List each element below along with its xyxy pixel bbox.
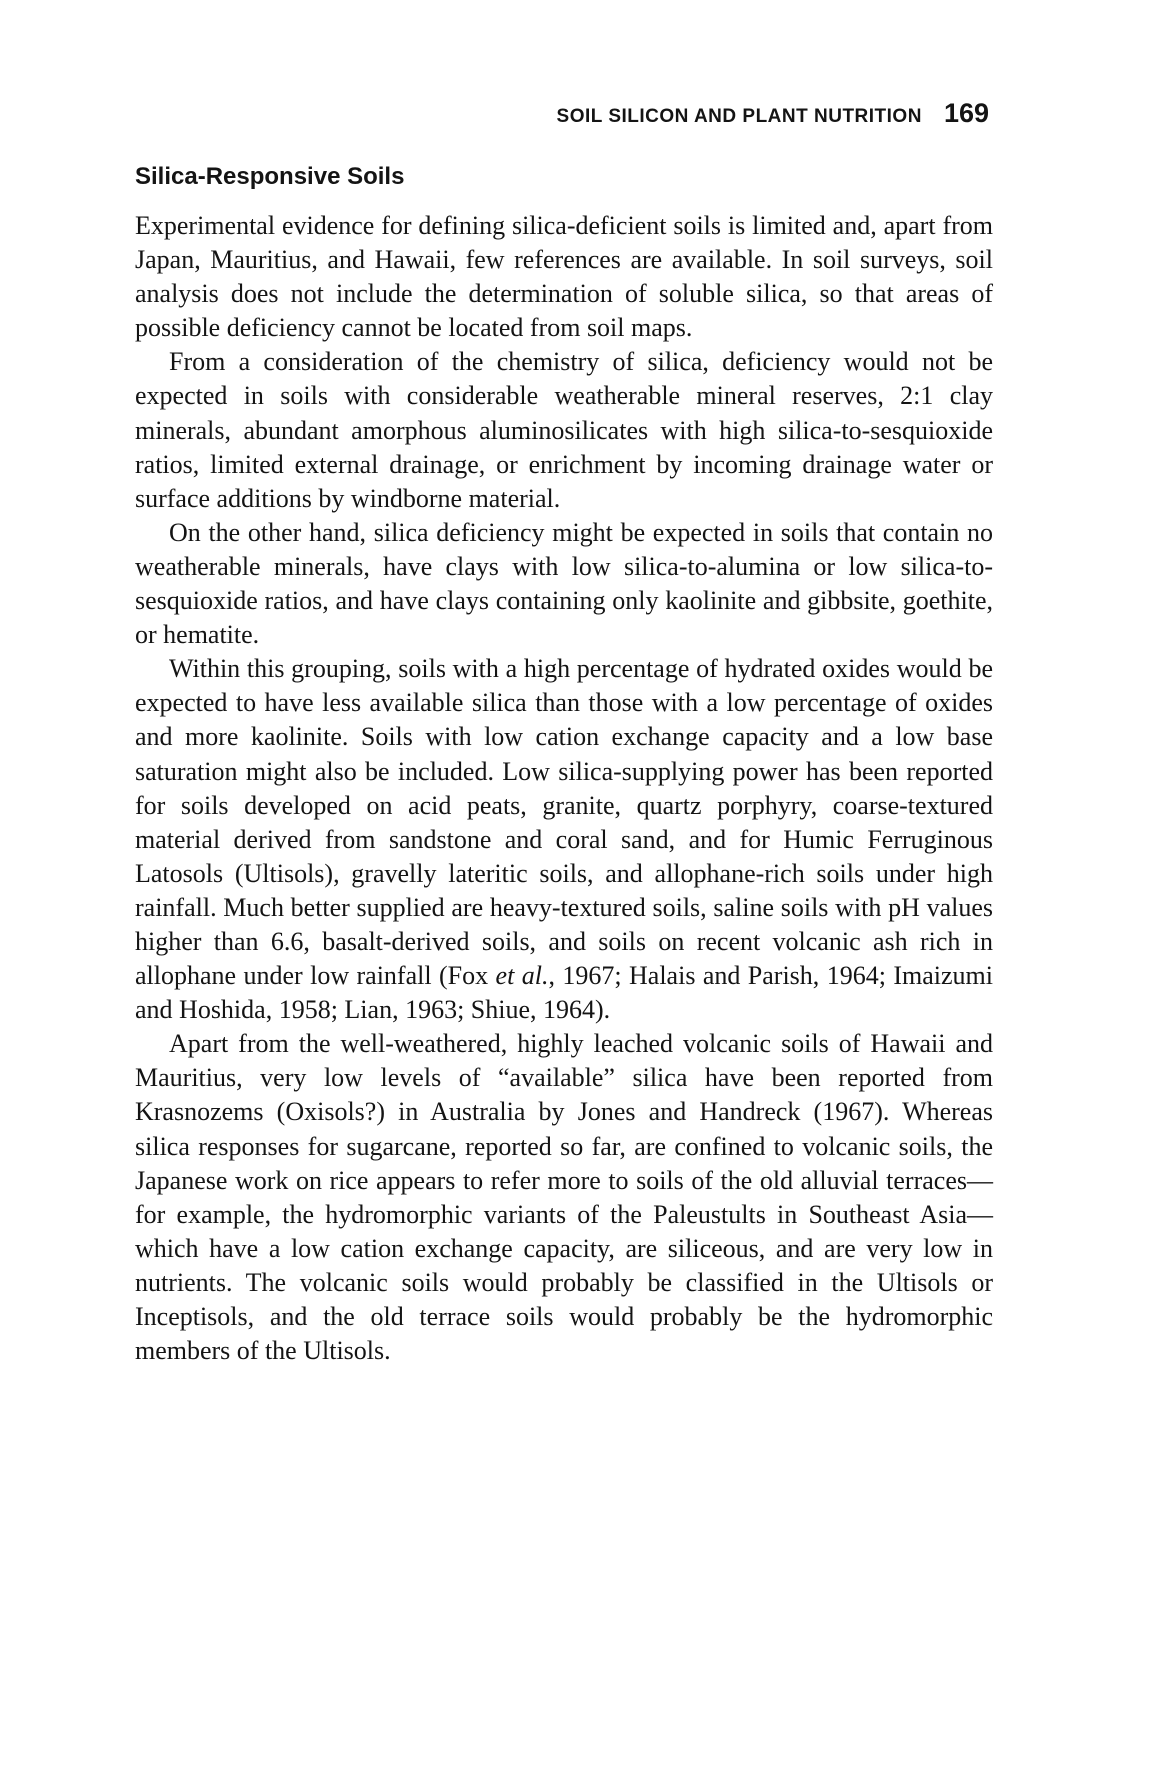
paragraph-italic: et al.	[495, 961, 549, 991]
paragraph: Apart from the well-weathered, highly leached volcanic soils of Hawaii and Mauritius, very low levels of “available” silica have been reported from Krasnozems (Oxisols?) in Australia by Jones and Handreck (1967). Whereas silica responses for sugarcane, reported so far, are confined to volcanic soils, the Japanese work on rice appears to refer more to soils of the old alluvial terraces—for example, the hydromorphic variants of the Paleustults in Southeast Asia—which have a low cation exchange capacity, are siliceous, and are very low in nutrients. The volcanic soils would probably be classified in the Ultisols or Inceptisols, and the old terrace soils would probably be the hydromorphic members of the Ultisols.	[135, 1029, 993, 1366]
body-text	[135, 209, 993, 1368]
page-number: 169	[943, 98, 989, 128]
paragraph: Experimental evidence for defining silica-deficient soils is limited and, apart from Japan, Mauritius, and Hawaii, few references are available. In soil surveys, soil analysis does not include the determination of soluble silica, so that areas of possible deficiency cannot be located from soil maps.	[135, 211, 993, 343]
section-heading: Silica-Responsive Soils	[135, 163, 405, 190]
paragraph-text: Within this grouping, soils with a high percentage of hydrated oxides would be expected to have less available silica than those with a low percentage of oxides and more kaolinite. Soils with low cation exchange capacity and a low base saturation might also be included. Low silica-supplying power has been reported for soils developed on acid peats, granite, quartz porphyry, coarse-textured material derived from sandstone and coral sand, and for Humic Ferruginous Latosols (Ultisols), gravelly lateritic soils, and allophane-rich soils under high rainfall. Much better supplied are heavy-textured soils, saline soils with pH values higher than 6.6, basalt-derived soils, and soils on recent volcanic ash rich in allophane under low rainfall (Fox	[135, 654, 993, 991]
running-header	[557, 98, 989, 129]
running-title: SOIL SILICON AND PLANT NUTRITION	[556, 106, 922, 127]
paragraph-text: , 1967; Halais and Parish, 1964; Imaizumi and Hoshida, 1958; Lian, 1963; Shiue, 1964).	[135, 961, 993, 1025]
paragraph	[135, 652, 993, 1027]
paragraph: On the other hand, silica deficiency might be expected in soils that contain no weatherable minerals, have clays with low silica-to-alumina or low silica-to-sesquioxide ratios, and have clays containing only kaolinite and gibbsite, goethite, or hematite.	[135, 517, 993, 650]
paragraph: From a consideration of the chemistry of silica, deficiency would not be expected in soils with considerable weatherable mineral reserves, 2:1 clay minerals, abundant amorphous aluminosilicates with high silica-to-sesquioxide ratios, limited external drainage, or enrichment by incoming drainage water or surface additions by windborne material.	[135, 347, 993, 513]
